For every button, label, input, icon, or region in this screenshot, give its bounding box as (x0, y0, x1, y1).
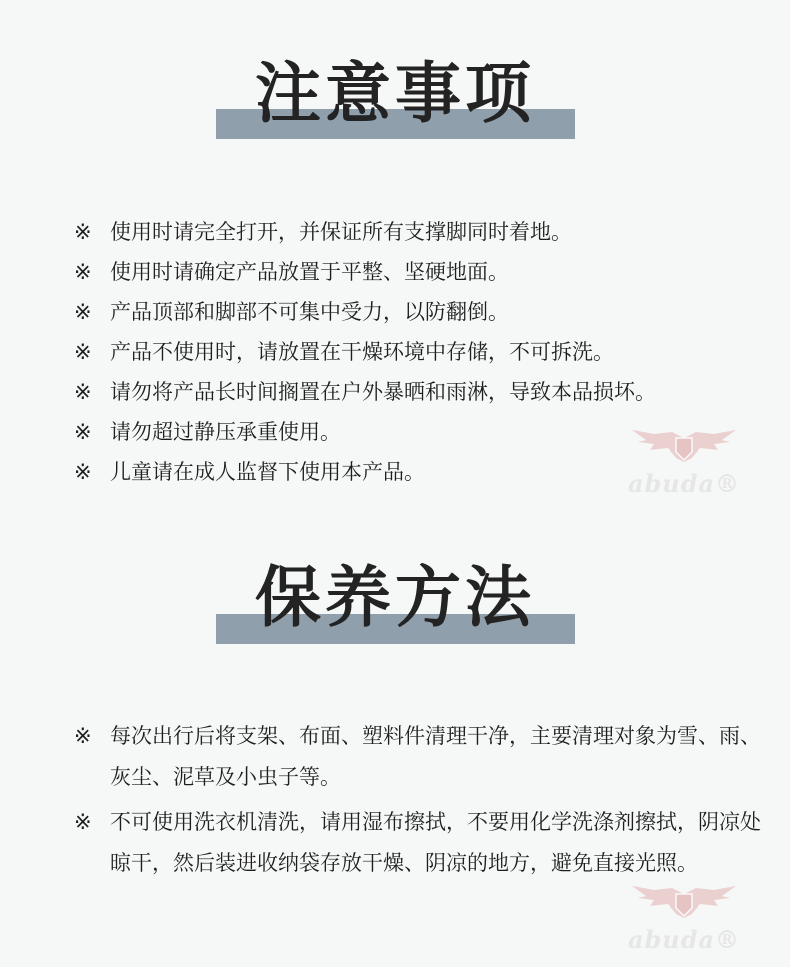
watermark-text: abuda® (627, 469, 741, 498)
list-item: ※ 使用时请完全打开，并保证所有支撑脚同时着地。 (74, 212, 764, 252)
care-list (74, 716, 764, 888)
list-item: ※ 请勿超过静压承重使用。 (74, 412, 764, 452)
list-item: ※ 产品顶部和脚部不可集中受力，以防翻倒。 (74, 292, 764, 332)
reference-mark-icon: ※ (74, 420, 92, 444)
watermark-text: abuda® (627, 925, 741, 954)
list-item: ※ 儿童请在成人监督下使用本产品。 (74, 452, 764, 492)
brand-watermark (624, 884, 744, 954)
reference-mark-icon: ※ (74, 380, 92, 404)
reference-mark-icon: ※ (74, 260, 92, 284)
list-item: ※ 每次出行后将支架、布面、塑料件清理干净，主要清理对象为雪、雨、灰尘、泥草及小虫子等。 (74, 716, 764, 798)
bat-wing-shield-icon (624, 428, 744, 468)
brand-watermark (624, 428, 744, 498)
list-item: ※ 使用时请确定产品放置于平整、坚硬地面。 (74, 252, 764, 292)
reference-mark-icon: ※ (74, 340, 92, 364)
reference-mark-icon: ※ (74, 220, 92, 244)
bat-wing-shield-icon (624, 884, 744, 924)
list-item: ※ 不可使用洗衣机清洗，请用湿布擦拭，不要用化学洗涤剂擦拭，阴凉处晾干，然后装进收纳袋存放干燥、阴凉的地方，避免直接光照。 (74, 802, 764, 884)
reference-mark-icon: ※ (74, 724, 92, 748)
section-title-care: 保养方法 (255, 559, 535, 636)
list-item: ※ 产品不使用时，请放置在干燥环境中存储，不可拆洗。 (74, 332, 764, 372)
reference-mark-icon: ※ (74, 810, 92, 834)
list-item: ※ 请勿将产品长时间搁置在户外暴晒和雨淋，导致本品损坏。 (74, 372, 764, 412)
section-title-notes: 注意事项 (255, 55, 535, 132)
reference-mark-icon: ※ (74, 300, 92, 324)
reference-mark-icon: ※ (74, 460, 92, 484)
